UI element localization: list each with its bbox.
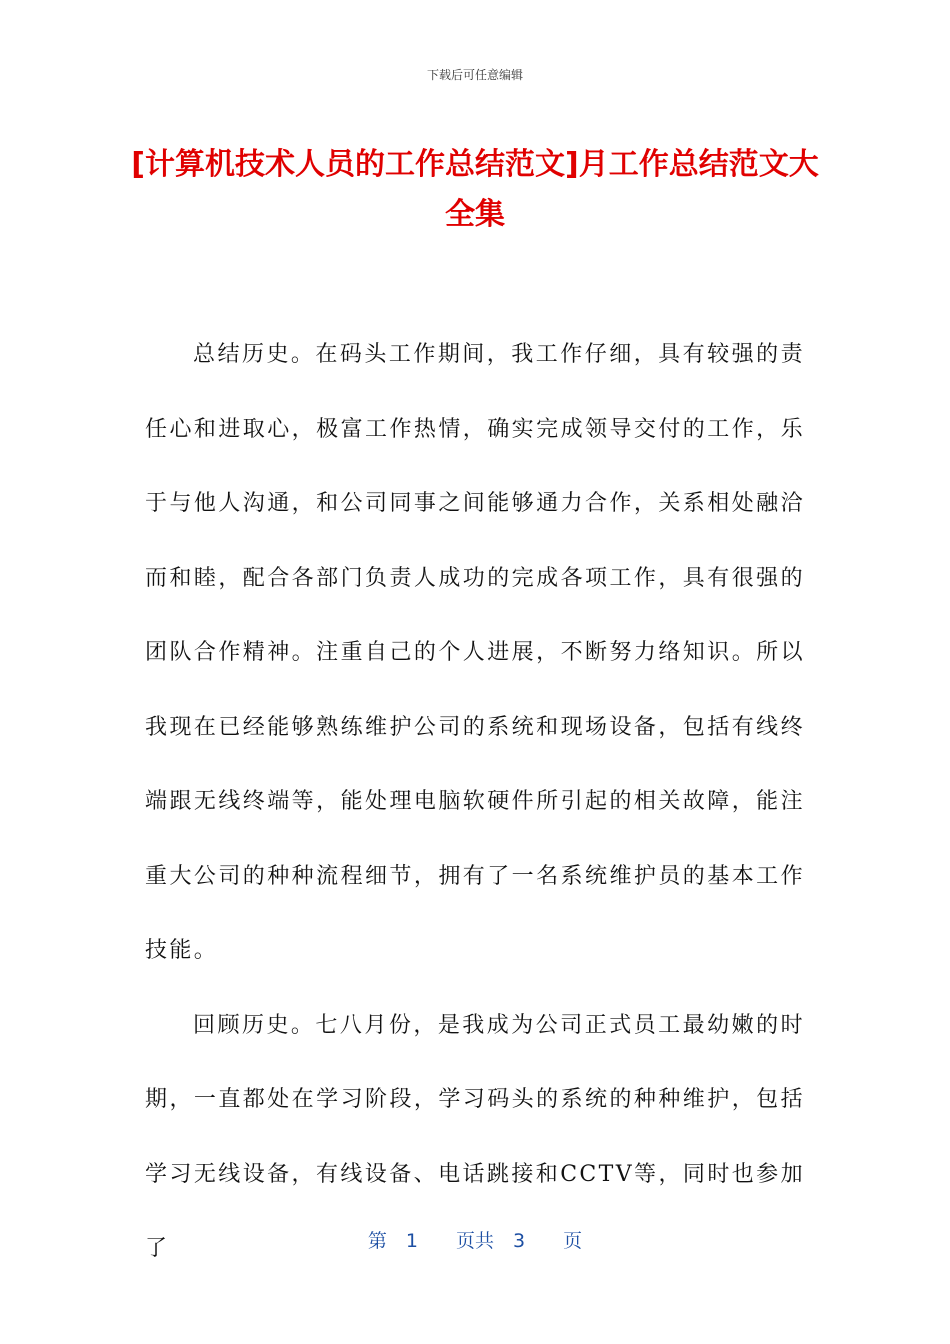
paragraph-2: 回顾历史。七八月份，是我成为公司正式员工最幼嫩的时期，一直都处在学习阶段，学习码头的系统的种种维护，包括学习无线设备，有线设备、电话跳接和CCTV等，同时也参加了 xyxy=(145,1012,805,1261)
paragraph-1: 总结历史。在码头工作期间，我工作仔细，具有较强的责任心和进取心，极富工作热情，确实完成领导交付的工作，乐于与他人沟通，和公司同事之间能够通力合作，关系相处融洽而和睦，配合各部门负责人成功的完成各项工作，具有很强的团队合作精神。注重自己的个人进展，不断努力络知识。所以我现在已经能够熟练维护公司的系统和现场设备，包括有线终端跟无线终端等，能处理电脑软硬件所引起的相关故障，能注重大公司的种种流程细节，拥有了一名系统维护员的基本工作技能。 xyxy=(145,342,805,963)
header-note: 下载后可任意编辑 xyxy=(426,68,523,82)
page-number: 第 1 页共 3 页 xyxy=(367,1230,583,1252)
document-body xyxy=(145,318,805,1287)
document-title: [计算机技术人员的工作总结范文]月工作总结范文大全集 xyxy=(131,147,819,232)
